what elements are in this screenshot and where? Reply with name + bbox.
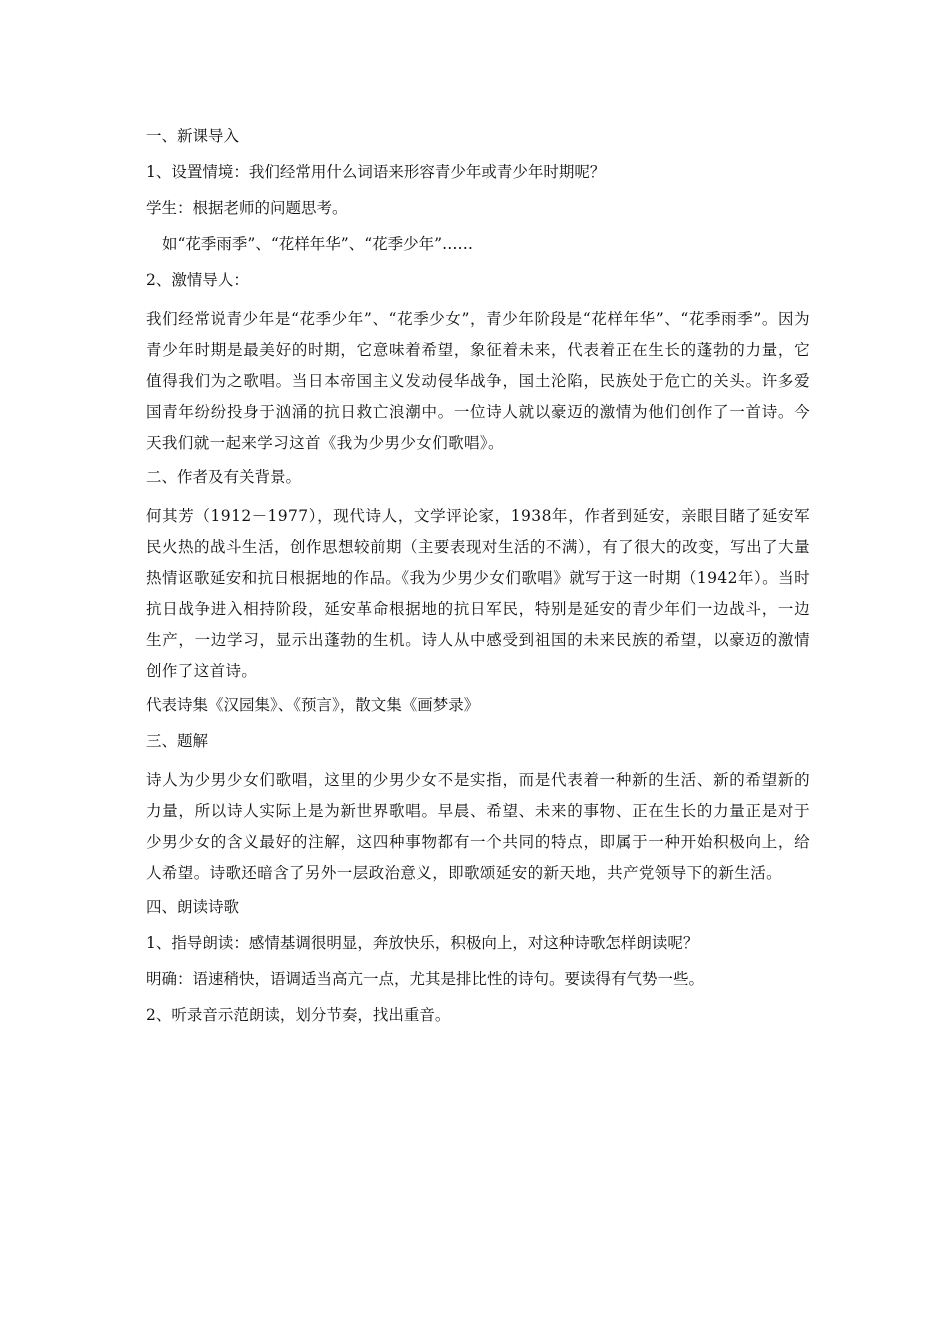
reading-guidance: 1、指导朗读：感情基调很明显，奔放快乐，积极向上，对这种诗歌怎样朗读呢？ — [146, 934, 699, 952]
lead-in-paragraph: 我们经常说青少年是“花季少年”、“花季少女”，青少年阶段是“花样年华”、“花季雨季”。因为青少年时期是最美好的时期，它意味着希望，象征着未来，代表着正在生长的蓬勃的力量，它值得我们为之歌唱。当日本帝国主义发动侵华战争，国土沦陷，民族处于危亡的关头。许多爱国青年纷纷投身于汹涌的抗日救亡浪潮中。一位诗人就以豪迈的激情为他们创作了一首诗。今天我们就一起来学习这首《我为少男少女们歌唱》。 — [146, 310, 810, 452]
document-content — [146, 124, 810, 1039]
section-heading-title-explanation: 三、题解 — [146, 732, 209, 750]
student-response: 学生：根据老师的问题思考。 — [146, 199, 348, 217]
situation-question: 1、设置情境：我们经常用什么词语来形容青少年或青少年时期呢？ — [146, 163, 606, 181]
subheading-lead-in: 2、激情导人： — [146, 271, 249, 289]
listening-instruction: 2、听录音示范朗读，划分节奏，找出重音。 — [146, 1006, 451, 1024]
author-background-paragraph: 何其芳（1912－1977），现代诗人，文学评论家，1938年，作者到延安，亲眼目睹了延安军民火热的战斗生活，创作思想较前期（主要表现对生活的不满），有了很大的改变，写出了大量热情讴歌延安和抗日根据地的作品。《我为少男少女们歌唱》就写于这一时期（1942年）。当时抗日战争进入相持阶段，延安革命根据地的抗日军民，特别是延安的青少年们一边战斗，一边生产，一边学习，显示出蓬勃的生机。诗人从中感受到祖国的未来民族的希望，以豪迈的激情创作了这首诗。 — [146, 507, 810, 680]
section-heading-reading: 四、朗读诗歌 — [146, 898, 240, 916]
section-heading-author: 二、作者及有关背景。 — [146, 468, 302, 486]
title-explanation-paragraph: 诗人为少男少女们歌唱，这里的少男少女不是实指，而是代表着一种新的生活、新的希望新的力量，所以诗人实际上是为新世界歌唱。早晨、希望、未来的事物、正在生长的力量正是对于少男少女的含义最好的注解，这四种事物都有一个共同的特点，即属于一种开始积极向上，给人希望。诗歌还暗含了另外一层政治意义，即歌颂延安的新天地，共产党领导下的新生活。 — [146, 771, 810, 882]
example-phrases: 如“花季雨季”、“花样年华”、“花季少年”…… — [162, 235, 474, 253]
section-heading-intro: 一、新课导入 — [146, 127, 240, 145]
reading-guidance-answer: 明确：语速稍快，语调适当高亢一点，尤其是排比性的诗句。要读得有气势一些。 — [146, 970, 705, 988]
representative-works: 代表诗集《汉园集》、《预言》，散文集《画梦录》 — [146, 696, 480, 714]
